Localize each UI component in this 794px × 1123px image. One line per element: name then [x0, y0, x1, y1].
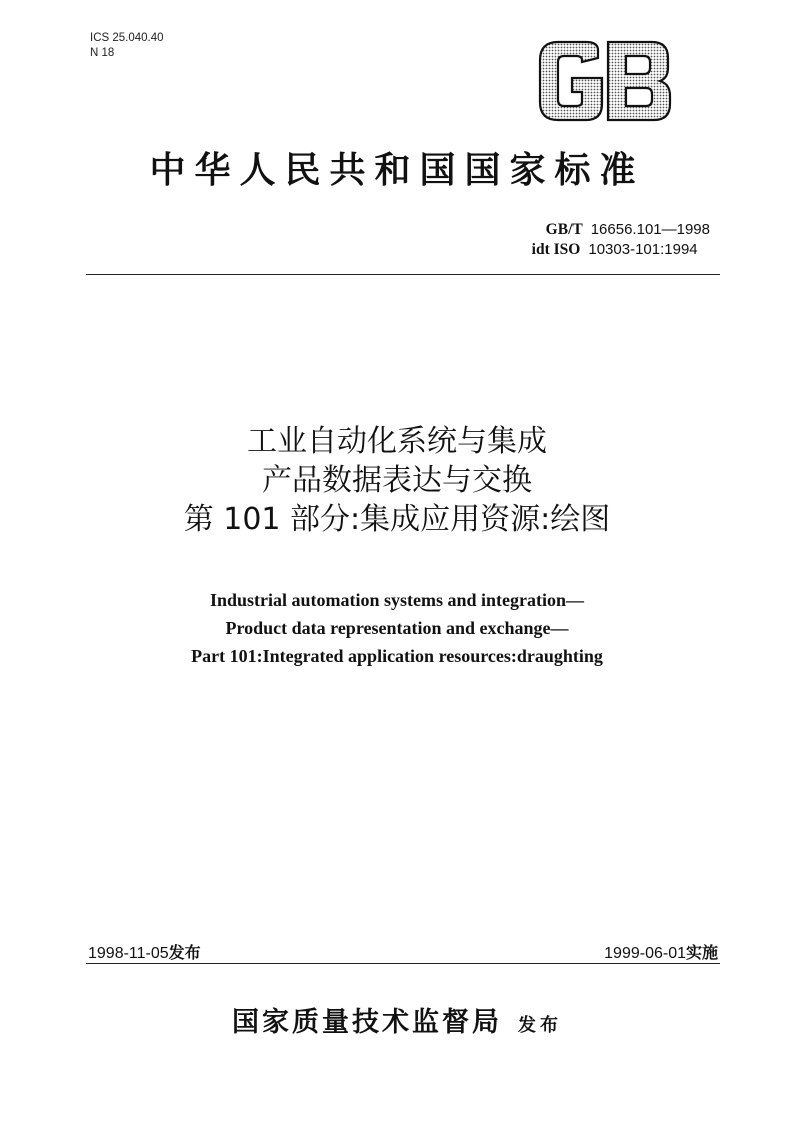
issue-label: 发布 [168, 943, 201, 962]
gb-number-row [546, 220, 710, 240]
country-standard-title: 中华人民共和国国家标准 [149, 149, 645, 191]
idt-prefix: idt ISO [531, 241, 581, 258]
effective-date-block [604, 940, 718, 963]
effective-label: 实施 [685, 943, 718, 962]
gb-logo [536, 40, 674, 122]
classification-code: N 18 [90, 47, 115, 59]
footer-divider [86, 963, 720, 964]
chinese-title-line-1: 工业自动化系统与集成 [247, 424, 547, 459]
header-divider [86, 274, 720, 275]
gb-prefix: GB/T [545, 221, 583, 238]
issue-date-block [88, 940, 201, 963]
standard-numbers [531, 220, 710, 260]
english-title-line-2: Product data representation and exchange— [225, 618, 569, 638]
publisher-action: 发布 [518, 1015, 562, 1036]
english-title-line-3: Part 101:Integrated application resources:draughting [191, 646, 603, 666]
gb-number: 16656.101—1998 [590, 221, 710, 238]
effective-date: 1999-06-01 [604, 945, 686, 962]
chinese-title [0, 422, 794, 539]
publisher-line [0, 1000, 794, 1039]
iso-number-row [532, 240, 710, 260]
ics-code: ICS 25.040.40 [90, 32, 164, 44]
english-title-line-1: Industrial automation systems and integration— [209, 590, 585, 610]
publisher-organization: 国家质量技术监督局 [232, 1007, 502, 1038]
issue-date: 1998-11-05 [88, 945, 169, 962]
iso-number: 10303-101:1994 [588, 241, 698, 258]
ics-block [90, 31, 164, 61]
chinese-title-line-3: 第 101 部分:集成应用资源:绘图 [183, 502, 611, 537]
chinese-title-line-2: 产品数据表达与交换 [262, 463, 532, 498]
english-title [0, 586, 794, 670]
